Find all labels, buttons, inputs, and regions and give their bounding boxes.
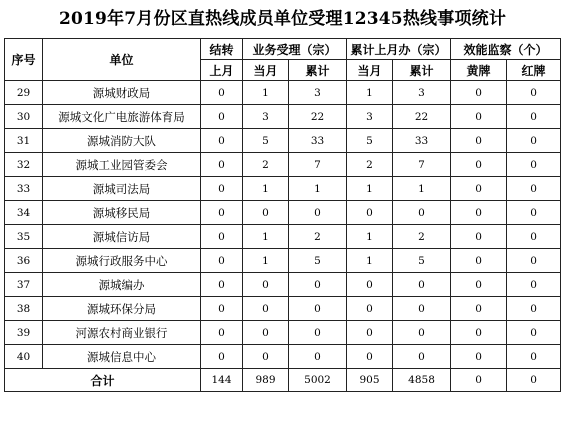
row-value-cell: 0 (201, 297, 243, 321)
row-value-cell: 33 (393, 129, 451, 153)
row-value-cell: 0 (507, 225, 561, 249)
row-value-cell: 0 (201, 225, 243, 249)
row-value-cell: 0 (507, 345, 561, 369)
row-seq: 35 (5, 225, 43, 249)
row-unit-name: 源城消防大队 (43, 129, 201, 153)
row-seq: 39 (5, 321, 43, 345)
header-this-month-handled: 当月 (347, 60, 393, 81)
row-value-cell: 0 (507, 105, 561, 129)
row-value-cell: 0 (451, 297, 507, 321)
row-unit-name: 源城编办 (43, 273, 201, 297)
header-seq: 序号 (5, 39, 43, 81)
row-value-cell: 0 (393, 345, 451, 369)
row-value-cell: 0 (451, 273, 507, 297)
row-value-cell: 0 (201, 177, 243, 201)
row-value-cell: 3 (243, 105, 289, 129)
row-seq: 40 (5, 345, 43, 369)
table-title: 2019年7月份区直热线成员单位受理12345热线事项统计 (58, 9, 507, 29)
row-value-cell: 0 (243, 297, 289, 321)
row-value-cell: 3 (393, 81, 451, 105)
row-seq: 36 (5, 249, 43, 273)
row-value-cell: 1 (243, 81, 289, 105)
total-label: 合计 (5, 369, 201, 392)
row-unit-name: 源城财政局 (43, 81, 201, 105)
table-row (5, 273, 561, 297)
row-value-cell: 0 (507, 249, 561, 273)
total-cell: 989 (243, 369, 289, 392)
row-seq: 38 (5, 297, 43, 321)
row-seq: 33 (5, 177, 43, 201)
row-value-cell: 0 (201, 105, 243, 129)
row-value-cell: 1 (243, 225, 289, 249)
header-handled: 累计上月办（宗） (347, 39, 451, 60)
row-value-cell: 7 (393, 153, 451, 177)
row-value-cell: 5 (243, 129, 289, 153)
row-unit-name: 源城信息中心 (43, 345, 201, 369)
total-row (5, 369, 561, 392)
row-value-cell: 2 (243, 153, 289, 177)
row-value-cell: 0 (289, 321, 347, 345)
row-value-cell: 0 (347, 201, 393, 225)
row-value-cell: 0 (507, 321, 561, 345)
row-value-cell: 1 (243, 249, 289, 273)
row-seq: 32 (5, 153, 43, 177)
row-seq: 29 (5, 81, 43, 105)
row-value-cell: 0 (201, 249, 243, 273)
row-seq: 37 (5, 273, 43, 297)
table-row (5, 201, 561, 225)
header-unit: 单位 (43, 39, 201, 81)
row-value-cell: 0 (507, 297, 561, 321)
row-value-cell: 0 (289, 201, 347, 225)
row-value-cell: 0 (451, 201, 507, 225)
row-value-cell: 0 (507, 201, 561, 225)
header-red-card: 红牌 (507, 60, 561, 81)
row-value-cell: 0 (289, 273, 347, 297)
table-row (5, 177, 561, 201)
table-row (5, 153, 561, 177)
row-unit-name: 源城行政服务中心 (43, 249, 201, 273)
row-value-cell: 1 (347, 249, 393, 273)
row-unit-name: 源城文化广电旅游体育局 (43, 105, 201, 129)
row-value-cell: 0 (507, 153, 561, 177)
row-value-cell: 0 (243, 273, 289, 297)
table-row (5, 105, 561, 129)
row-seq: 31 (5, 129, 43, 153)
row-unit-name: 源城司法局 (43, 177, 201, 201)
row-unit-name: 源城环保分局 (43, 297, 201, 321)
row-value-cell: 0 (451, 321, 507, 345)
row-value-cell: 5 (289, 249, 347, 273)
row-value-cell: 2 (289, 225, 347, 249)
row-value-cell: 1 (289, 177, 347, 201)
total-cell: 0 (507, 369, 561, 392)
row-value-cell: 1 (347, 225, 393, 249)
row-value-cell: 0 (201, 81, 243, 105)
table-row (5, 345, 561, 369)
row-value-cell: 0 (347, 345, 393, 369)
row-value-cell: 22 (289, 105, 347, 129)
total-cell: 5002 (289, 369, 347, 392)
header-yellow-card: 黄牌 (451, 60, 507, 81)
row-unit-name: 源城工业园管委会 (43, 153, 201, 177)
row-seq: 34 (5, 201, 43, 225)
row-value-cell: 1 (347, 177, 393, 201)
row-unit-name: 河源农村商业银行 (43, 321, 201, 345)
table-body (5, 81, 561, 369)
row-value-cell: 5 (393, 249, 451, 273)
table-row (5, 321, 561, 345)
row-value-cell: 0 (451, 129, 507, 153)
row-value-cell: 0 (393, 297, 451, 321)
row-value-cell: 0 (451, 249, 507, 273)
row-value-cell: 0 (243, 345, 289, 369)
row-unit-name: 源城移民局 (43, 201, 201, 225)
row-value-cell: 0 (347, 297, 393, 321)
row-value-cell: 0 (289, 345, 347, 369)
row-value-cell: 0 (201, 153, 243, 177)
table-row (5, 297, 561, 321)
row-value-cell: 0 (451, 105, 507, 129)
row-value-cell: 22 (393, 105, 451, 129)
total-cell: 905 (347, 369, 393, 392)
row-value-cell: 0 (201, 273, 243, 297)
row-value-cell: 0 (393, 201, 451, 225)
row-value-cell: 0 (201, 201, 243, 225)
row-value-cell: 3 (289, 81, 347, 105)
header-last-month: 上月 (201, 60, 243, 81)
row-value-cell: 0 (451, 225, 507, 249)
row-value-cell: 0 (393, 321, 451, 345)
row-value-cell: 0 (243, 321, 289, 345)
row-value-cell: 2 (347, 153, 393, 177)
table-row (5, 129, 561, 153)
row-value-cell: 0 (507, 81, 561, 105)
row-value-cell: 2 (393, 225, 451, 249)
total-cell: 144 (201, 369, 243, 392)
row-seq: 30 (5, 105, 43, 129)
table-row (5, 249, 561, 273)
row-value-cell: 0 (507, 129, 561, 153)
row-value-cell: 0 (243, 201, 289, 225)
header-supervision: 效能监察（个） (451, 39, 561, 60)
row-value-cell: 0 (451, 177, 507, 201)
header-cumulative-handled: 累计 (393, 60, 451, 81)
row-value-cell: 0 (393, 273, 451, 297)
row-value-cell: 33 (289, 129, 347, 153)
table-row (5, 225, 561, 249)
total-cell: 4858 (393, 369, 451, 392)
header-accepted: 业务受理（宗） (243, 39, 347, 60)
row-unit-name: 源城信访局 (43, 225, 201, 249)
header-transfer: 结转 (201, 39, 243, 60)
row-value-cell: 0 (347, 321, 393, 345)
statistics-table (4, 38, 561, 392)
row-value-cell: 0 (451, 345, 507, 369)
table-row (5, 81, 561, 105)
row-value-cell: 7 (289, 153, 347, 177)
row-value-cell: 1 (347, 81, 393, 105)
row-value-cell: 1 (243, 177, 289, 201)
header-this-month: 当月 (243, 60, 289, 81)
row-value-cell: 0 (451, 153, 507, 177)
row-value-cell: 0 (289, 297, 347, 321)
header-cumulative: 累计 (289, 60, 347, 81)
row-value-cell: 0 (507, 177, 561, 201)
row-value-cell: 3 (347, 105, 393, 129)
row-value-cell: 0 (201, 345, 243, 369)
total-cell: 0 (451, 369, 507, 392)
row-value-cell: 0 (507, 273, 561, 297)
row-value-cell: 0 (201, 129, 243, 153)
row-value-cell: 0 (451, 81, 507, 105)
row-value-cell: 0 (201, 321, 243, 345)
row-value-cell: 5 (347, 129, 393, 153)
row-value-cell: 0 (347, 273, 393, 297)
row-value-cell: 1 (393, 177, 451, 201)
